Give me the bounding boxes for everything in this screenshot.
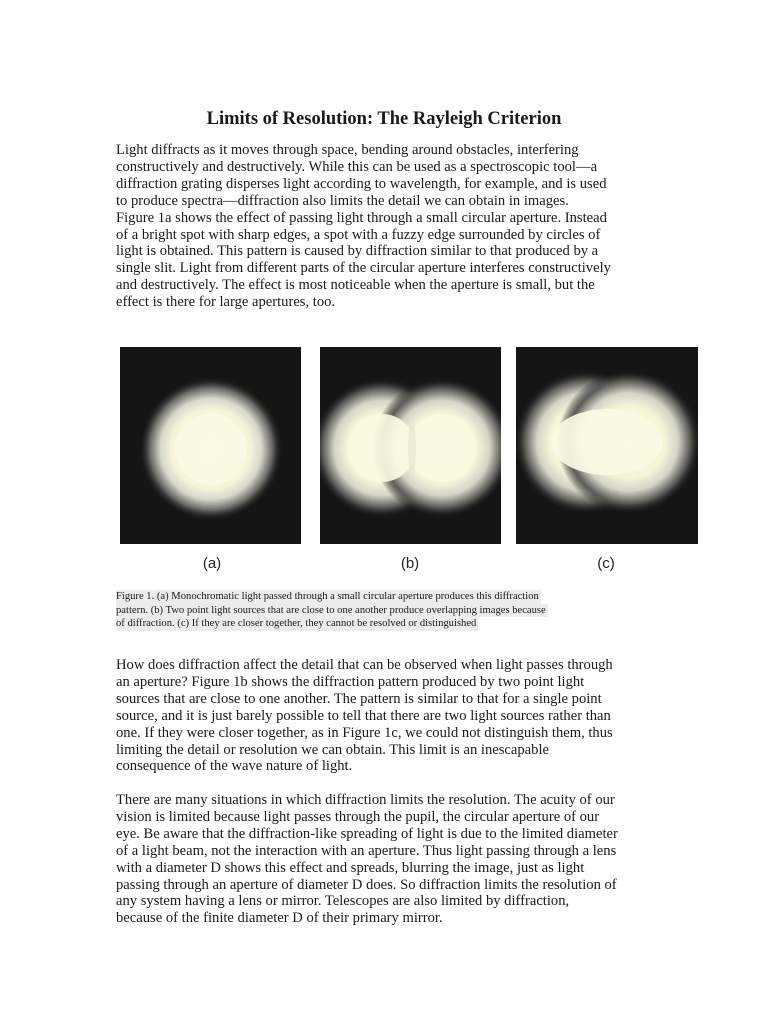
figure-caption: [116, 590, 646, 631]
paragraph-3: [116, 792, 656, 927]
paragraph-line: Light diffracts as it moves through space, bending around obstacles, interfering: [116, 142, 579, 158]
paragraph-line: effect is there for large apertures, too.: [116, 294, 336, 311]
figure-label-b: (b): [400, 555, 420, 572]
paragraph-line: consequence of the wave nature of light.: [116, 758, 353, 775]
paragraph-line: sources that are close to one another. The pattern is similar to that for a single point: [116, 690, 602, 707]
paragraph-line: light is obtained. This pattern is caused by diffraction similar to that produced by a: [116, 243, 599, 260]
paragraph-2: [116, 657, 656, 775]
caption-line: pattern. (b) Two point light sources that are close to one another produce overlapping images because: [116, 604, 546, 616]
figure-label-a: (a): [202, 555, 222, 572]
figure-label-c: (c): [597, 555, 615, 572]
paragraph-line: limiting the detail or resolution we can obtain. This limit is an inescapable: [116, 741, 549, 758]
paragraph-line: any system having a lens or mirror. Telescopes are also limited by diffraction,: [116, 893, 570, 910]
paragraph-line: There are many situations in which diffraction limits the resolution. The acuity of our: [116, 792, 615, 808]
paragraph-line: an aperture? Figure 1b shows the diffraction pattern produced by two point light: [116, 673, 585, 690]
paragraph-line: of a light beam, not the interaction with an aperture. Thus light passing through a lens: [116, 842, 617, 859]
paragraph-line: single slit. Light from different parts of the circular aperture interferes constructively: [116, 260, 611, 277]
paragraph-line: passing through an aperture of diameter D does. So diffraction limits the resolution of: [116, 876, 617, 893]
paragraph-line: How does diffraction affect the detail that can be observed when light passes through: [116, 657, 613, 673]
paragraph-1: [116, 142, 656, 311]
paragraph-line: eye. Be aware that the diffraction-like spreading of light is due to the limited diameter: [116, 825, 618, 842]
paragraph-line: diffraction grating disperses light according to wavelength, for example, and is used: [116, 175, 607, 192]
caption-line: of diffraction. (c) If they are closer together, they cannot be resolved or distinguished: [116, 618, 477, 629]
diffraction-image-single-source: [120, 347, 301, 544]
paragraph-line: source, and it is just barely possible to tell that there are two light sources rather than: [116, 707, 611, 724]
figure-1: [120, 347, 698, 577]
paragraph-line: with a diameter D shows this effect and spreads, blurring the image, just as light: [116, 859, 585, 876]
paragraph-line: of a bright spot with sharp edges, a spot with a fuzzy edge surrounded by circles of: [116, 226, 601, 243]
paragraph-line: because of the finite diameter D of their primary mirror.: [116, 910, 443, 927]
paragraph-line: one. If they were closer together, as in Figure 1c, we could not distinguish them, thus: [116, 724, 613, 741]
paragraph-line: Figure 1a shows the effect of passing light through a small circular aperture. Instead: [116, 209, 607, 226]
paragraph-line: to produce spectra—diffraction also limits the detail we can obtain in images.: [116, 192, 569, 209]
diffraction-image-unresolved-sources: [516, 347, 698, 544]
paragraph-line: and destructively. The effect is most noticeable when the aperture is small, but the: [116, 277, 595, 294]
paragraph-line: vision is limited because light passes through the pupil, the circular aperture of our: [116, 808, 600, 825]
caption-line: Figure 1. (a) Monochromatic light passed through a small circular aperture produces this diffraction: [116, 591, 539, 602]
diffraction-image-two-sources: [320, 347, 501, 544]
paragraph-line: constructively and destructively. While this can be used as a spectroscopic tool—a: [116, 158, 598, 175]
page-title: Limits of Resolution: The Rayleigh Criterion: [206, 109, 562, 129]
